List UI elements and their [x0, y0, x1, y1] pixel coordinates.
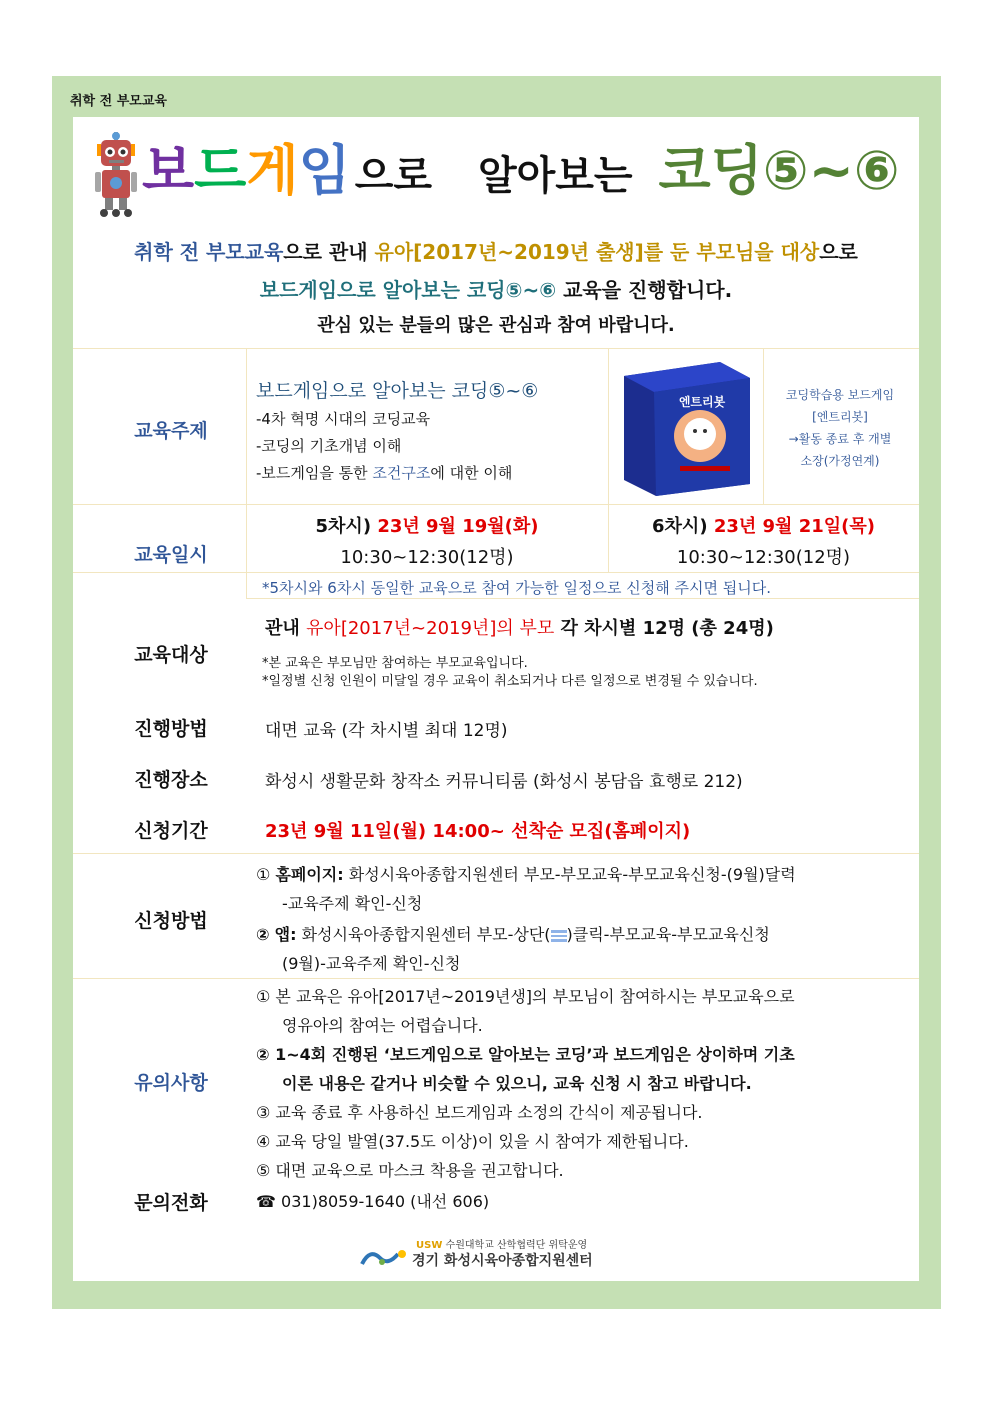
topic-bullet-1: -4차 혁명 시대의 코딩교육	[256, 410, 431, 428]
place-value: 화성시 생활문화 창작소 커뮤니티룸 (화성시 봉담읍 효행로 212)	[265, 772, 743, 792]
apply-1-bold: 홈페이지:	[275, 865, 344, 884]
target-main	[265, 614, 774, 640]
note-3: ③ 교육 종료 후 사용하신 보드게임과 소정의 간식이 제공됩니다.	[256, 1103, 703, 1122]
title-ge: 게	[246, 139, 299, 202]
title-bo: 보	[142, 139, 195, 202]
page-title	[142, 128, 900, 202]
target-main-b: 유아[2017년~2019년]의 부모	[306, 618, 555, 639]
board-game-box-image	[620, 356, 754, 498]
divider	[763, 348, 764, 504]
title-uro: 으로	[354, 153, 432, 199]
contact-value	[256, 1189, 489, 1212]
session-5-date	[246, 512, 608, 538]
apply-1-text: 화성시육아종합지원센터 부모-부모교육-부모교육신청-(9월)달력	[343, 865, 796, 884]
target-main-c: 각 차시별 12명 (총 24명)	[554, 618, 774, 639]
side-note-2: [엔트리봇]	[812, 410, 868, 424]
side-note-1: 코딩학습용 보드게임	[785, 388, 895, 402]
topic-bullet-2: -코딩의 기초개념 이해	[256, 437, 402, 455]
menu-icon	[551, 930, 567, 942]
title-coding: 코딩⑤~⑥	[658, 139, 900, 202]
intro-l1-d: 으로	[819, 240, 858, 264]
intro-line-3: 관심 있는 분들의 많은 관심과 참여 바랍니다.	[317, 315, 675, 336]
usw-logo: USW	[416, 1240, 443, 1251]
apply-2-bold: 앱:	[274, 925, 297, 944]
topic-b3-a: -보드게임을 통한	[256, 464, 373, 482]
schedule-note: *5차시와 6차시 동일한 교육으로 참여 가능한 일정으로 신청해 주시면 됩니다.	[262, 579, 771, 597]
intro-l2-a: 보드게임으로 알아보는 코딩⑤~⑥	[259, 278, 557, 302]
center-name: 경기 화성시육아종합지원센터	[412, 1253, 593, 1269]
topic-heading: 보드게임으로 알아보는 코딩⑤~⑥	[256, 380, 539, 402]
note-1: ① 본 교육은 유아[2017년~2019년생]의 부모님이 참여하시는 부모교육으로	[256, 987, 795, 1006]
target-note-1: *본 교육은 부모님만 참여하는 부모교육입니다.	[262, 656, 528, 671]
side-note-4: 소장(가정연계)	[800, 454, 880, 468]
topic-b3-b: 조건구조	[372, 464, 431, 482]
robot-icon	[92, 132, 142, 218]
session-6-day: 23년 9월 21일(목)	[713, 516, 875, 537]
target-main-a: 관내	[265, 618, 307, 639]
divider	[73, 572, 919, 573]
footer-logo	[358, 1236, 658, 1272]
method-label: 진행방법	[134, 718, 208, 740]
contact-number: 031)8059-1640 (내선 606)	[281, 1192, 490, 1211]
box-title: 엔트리봇	[678, 395, 726, 409]
period-value: 23년 9월 11일(월) 14:00~ 선착순 모집(홈페이지)	[265, 821, 691, 842]
center-logo-icon	[358, 1246, 408, 1270]
apply-label: 신청방법	[134, 910, 208, 932]
header-tag: 취학 전 부모교육	[70, 94, 167, 109]
apply-2-text: 화성시육아종합지원센터 부모-상단(	[296, 925, 551, 944]
session-6-prefix: 6차시)	[652, 516, 714, 537]
board-game-side-note	[770, 384, 910, 472]
apply-1	[256, 862, 796, 885]
notes-label: 유의사항	[134, 1072, 208, 1094]
note-2b: 이론 내용은 같거나 비슷할 수 있으니, 교육 신청 시 참고 바랍니다.	[282, 1074, 752, 1093]
note-2a: ② 1~4회 진행된 ‘보드게임으로 알아보는 코딩’과 보드게임은 상이하며 기초	[256, 1045, 795, 1064]
place-label: 진행장소	[134, 769, 208, 791]
apply-2-cont: (9월)-교육주제 확인-신청	[282, 954, 461, 973]
target-note-2: *일정별 신청 인원이 미달일 경우 교육이 취소되거나 다른 일정으로 변경될 수 있습니다.	[262, 674, 758, 689]
title-im: 임	[298, 139, 351, 202]
apply-2-num: ②	[256, 925, 270, 944]
title-al: 알아보는	[477, 153, 633, 199]
divider	[608, 348, 609, 572]
contact-label: 문의전화	[134, 1192, 208, 1214]
session-6-date	[608, 512, 919, 538]
topic-b3-c: 에 대한 이해	[430, 464, 513, 482]
divider	[73, 853, 919, 854]
intro-l1-a: 취학 전 부모교육	[134, 240, 284, 264]
divider	[73, 348, 919, 349]
schedule-label: 교육일시	[134, 544, 208, 566]
note-4: ④ 교육 당일 발열(37.5도 이상)이 있을 시 참여가 제한됩니다.	[256, 1132, 689, 1151]
intro-l1-b: 으로 관내	[283, 240, 375, 264]
method-value: 대면 교육 (각 차시별 최대 12명)	[265, 721, 508, 741]
usw-text: 수원대학교 산학협력단 위탁운영	[445, 1240, 588, 1251]
period-label: 신청기간	[134, 820, 208, 842]
divider	[246, 598, 919, 599]
note-1-cont: 영유아의 참여는 어렵습니다.	[282, 1016, 483, 1035]
intro-l1-c: 유아[2017년~2019년 출생]를 둔 부모님을 대상	[374, 240, 820, 264]
session-6-time: 10:30~12:30(12명)	[676, 547, 851, 568]
topic-label: 교육주제	[134, 420, 208, 442]
apply-1-num: ①	[256, 865, 271, 884]
title-d: 드	[194, 139, 247, 202]
apply-2-text-2: )클릭-부모교육-부모교육신청	[566, 925, 770, 944]
note-5: ⑤ 대면 교육으로 마스크 착용을 권고합니다.	[256, 1161, 564, 1180]
session-5-prefix: 5차시)	[315, 516, 378, 537]
session-5-time: 10:30~12:30(12명)	[340, 547, 514, 568]
target-label: 교육대상	[134, 644, 208, 666]
apply-1-cont: -교육주제 확인-신청	[282, 894, 423, 913]
phone-icon: ☎	[256, 1192, 276, 1211]
divider	[73, 978, 919, 979]
divider	[73, 504, 919, 505]
intro-line-2	[73, 274, 919, 303]
session-5-day: 23년 9월 19월(화)	[377, 516, 539, 537]
side-note-3: →활동 종료 후 개별	[788, 432, 892, 446]
topic-bullet-3	[256, 462, 512, 483]
intro-line-1	[73, 236, 919, 265]
usw-line	[416, 1236, 587, 1251]
apply-2	[256, 922, 770, 945]
intro-l2-b: 교육을 진행합니다.	[556, 278, 733, 302]
